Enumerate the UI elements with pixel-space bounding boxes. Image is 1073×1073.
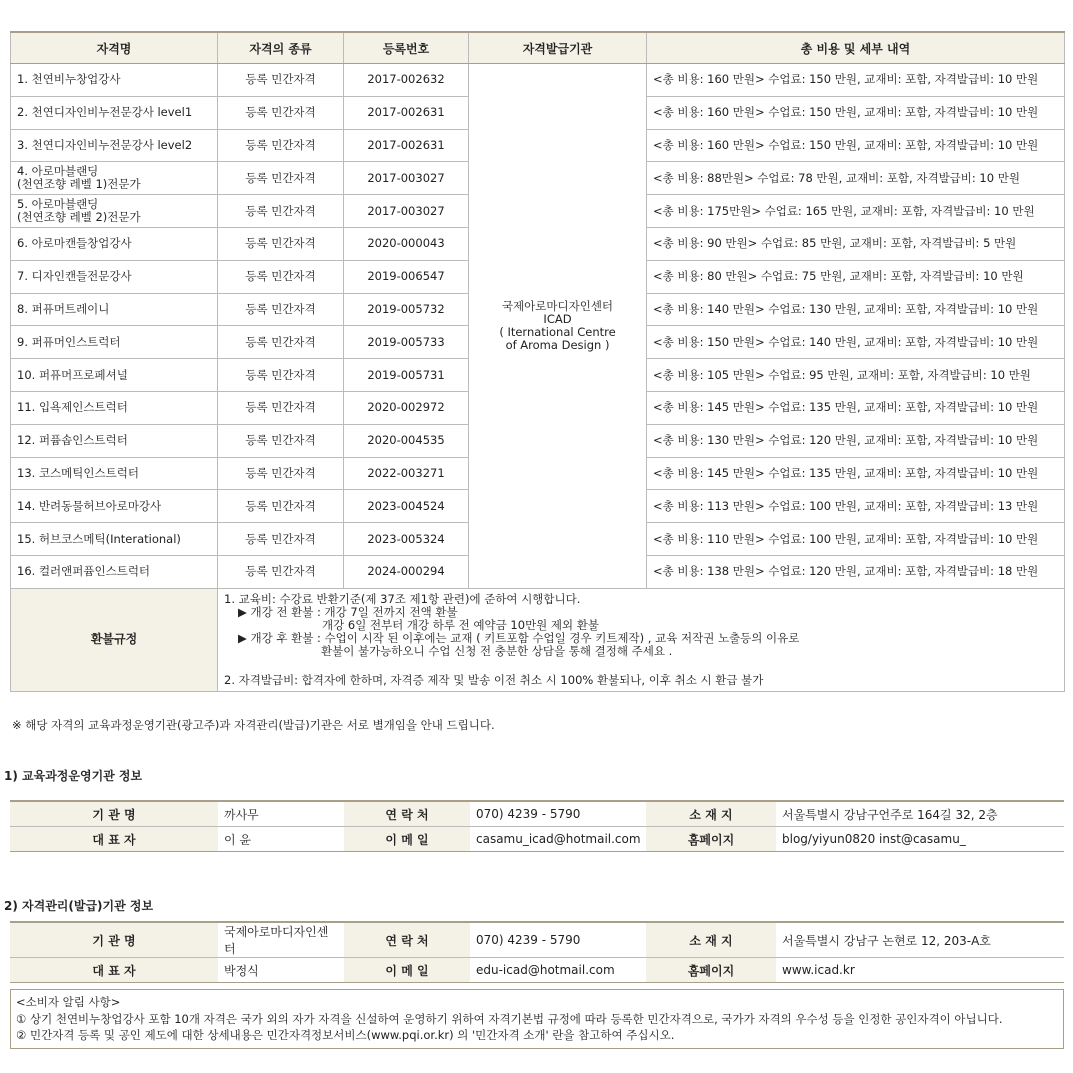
registration-number: 2023-004524 — [344, 490, 469, 523]
qualification-type: 등록 민간자격 — [218, 293, 344, 326]
edu-email-label: 이 메 일 — [344, 827, 470, 852]
header-name: 자격명 — [11, 32, 218, 64]
header-issuer: 자격발급기관 — [469, 32, 647, 64]
registration-number: 2017-002632 — [344, 64, 469, 97]
refund-line: 환불이 불가능하오니 수업 신청 전 충분한 상담을 통해 결정해 주세요 . — [321, 643, 673, 658]
qualification-table — [10, 31, 1065, 692]
registration-number: 2017-002631 — [344, 129, 469, 162]
edu-contact: 070) 4239 - 5790 — [470, 801, 646, 827]
registration-number: 2023-005324 — [344, 523, 469, 556]
issuer-line: 국제아로마디자인센터 — [501, 298, 614, 313]
qualification-name: 7. 디자인캔들전문강사 — [11, 260, 218, 293]
table-row — [11, 64, 1065, 97]
cert-contact-label: 연 락 처 — [344, 922, 470, 958]
edu-org-table — [10, 800, 1064, 852]
cert-org-table — [10, 921, 1064, 983]
edu-address: 서울특별시 강남구언주로 164길 32, 2층 — [776, 801, 1064, 827]
cert-email-label: 이 메 일 — [344, 958, 470, 983]
refund-row — [11, 588, 1065, 691]
qualification-type: 등록 민간자격 — [218, 424, 344, 457]
qualification-name: 5. 아로마블랜딩 (천연조향 레벨 2)전문가 — [11, 195, 218, 228]
cost-detail: <총 비용: 175만원> 수업료: 165 만원, 교재비: 포함, 자격발급비: 10 만원 — [647, 195, 1065, 228]
qualification-name: 16. 컬러앤퍼퓸인스트럭터 — [11, 555, 218, 588]
edu-name-label: 기 관 명 — [10, 801, 218, 827]
qualification-name: 4. 아로마블랜딩 (천연조향 레벨 1)전문가 — [11, 162, 218, 195]
cost-detail: <총 비용: 160 만원> 수업료: 150 만원, 교재비: 포함, 자격발급비: 10 만원 — [647, 129, 1065, 162]
registration-number: 2017-003027 — [344, 162, 469, 195]
edu-home: blog/yiyun0820 inst@casamu_ — [776, 827, 1064, 852]
cost-detail: <총 비용: 80 만원> 수업료: 75 만원, 교재비: 포함, 자격발급비: 10 만원 — [647, 260, 1065, 293]
header-type: 자격의 종류 — [218, 32, 344, 64]
qualification-type: 등록 민간자격 — [218, 96, 344, 129]
qualification-type: 등록 민간자격 — [218, 391, 344, 424]
refund-line: ▶ 개강 후 환불 : 수업이 시작 된 이후에는 교재 ( 키트포함 수업일 경우 키트제작) , 교육 저작권 노출등의 이유로 — [238, 630, 800, 645]
qualification-type: 등록 민간자격 — [218, 359, 344, 392]
registration-number: 2024-000294 — [344, 555, 469, 588]
refund-line: 1. 교육비: 수강료 반환기준(제 37조 제1항 관련)에 준하여 시행합니다. — [224, 591, 581, 606]
cost-detail: <총 비용: 110 만원> 수업료: 100 만원, 교재비: 포함, 자격발급비: 10 만원 — [647, 523, 1065, 556]
cert-rep-label: 대 표 자 — [10, 958, 218, 983]
qualification-name: 2. 천연디자인비누전문강사 level1 — [11, 96, 218, 129]
qualification-type: 등록 민간자격 — [218, 227, 344, 260]
cert-org-title: 2) 자격관리(발급)기관 정보 — [4, 899, 154, 913]
issuer-line: of Aroma Design ) — [505, 337, 610, 352]
registration-number: 2019-006547 — [344, 260, 469, 293]
edu-home-label: 홈페이지 — [646, 827, 776, 852]
consumer-line: ② 민간자격 등록 및 공인 제도에 대한 상세내용은 민간자격정보서비스(www.pqi.or.kr) 의 '민간자격 소개' 란을 참고하여 주십시오. — [16, 1028, 675, 1042]
qualification-type: 등록 민간자격 — [218, 457, 344, 490]
registration-number: 2019-005731 — [344, 359, 469, 392]
registration-number: 2017-003027 — [344, 195, 469, 228]
edu-name: 까사무 — [218, 801, 344, 827]
qualification-type: 등록 민간자격 — [218, 490, 344, 523]
registration-number: 2017-002631 — [344, 96, 469, 129]
qualification-name: 8. 퍼퓨머트레이니 — [11, 293, 218, 326]
cert-address: 서울특별시 강남구 논현로 12, 203-A호 — [776, 922, 1064, 958]
header-reg: 등록번호 — [344, 32, 469, 64]
notice-text: ※ 해당 자격의 교육과정운영기관(광고주)과 자격관리(발급)기관은 서로 별개임을 안내 드립니다. — [12, 718, 495, 732]
cert-home: www.icad.kr — [776, 958, 1064, 983]
qualification-name: 15. 허브코스메틱(Interational) — [11, 523, 218, 556]
qualification-name: 11. 입욕제인스트럭터 — [11, 391, 218, 424]
cert-address-label: 소 재 지 — [646, 922, 776, 958]
issuer-cell — [469, 64, 647, 589]
qualification-type: 등록 민간자격 — [218, 195, 344, 228]
registration-number: 2020-002972 — [344, 391, 469, 424]
qualification-name: 14. 반려동물허브아로마강사 — [11, 490, 218, 523]
edu-rep-label: 대 표 자 — [10, 827, 218, 852]
qualification-name: 6. 아로마캔들창업강사 — [11, 227, 218, 260]
table-header-row — [11, 32, 1065, 64]
refund-body — [218, 588, 1065, 691]
qualification-name: 10. 퍼퓨머프로페셔널 — [11, 359, 218, 392]
refund-line: ▶ 개강 전 환불 : 개강 7일 전까지 전액 환불 — [238, 604, 458, 619]
cost-detail: <총 비용: 138 만원> 수업료: 120 만원, 교재비: 포함, 자격발급비: 18 만원 — [647, 555, 1065, 588]
cost-detail: <총 비용: 105 만원> 수업료: 95 만원, 교재비: 포함, 자격발급비: 10 만원 — [647, 359, 1065, 392]
cert-email: edu-icad@hotmail.com — [470, 958, 646, 983]
consumer-title: <소비자 알림 사항> — [16, 995, 121, 1009]
edu-rep: 이 윤 — [218, 827, 344, 852]
issuer-line: ( Iternational Centre — [499, 324, 616, 339]
refund-line: 2. 자격발급비: 합격자에 한하며, 자격증 제작 및 발송 이전 취소 시 100% 환불되나, 이후 취소 시 환급 불가 — [224, 672, 764, 687]
header-cost: 총 비용 및 세부 내역 — [647, 32, 1065, 64]
qualification-type: 등록 민간자격 — [218, 555, 344, 588]
cost-detail: <총 비용: 160 만원> 수업료: 150 만원, 교재비: 포함, 자격발급비: 10 만원 — [647, 96, 1065, 129]
cost-detail: <총 비용: 88만원> 수업료: 78 만원, 교재비: 포함, 자격발급비: 10 만원 — [647, 162, 1065, 195]
cert-name-label: 기 관 명 — [10, 922, 218, 958]
qualification-name: 12. 퍼퓸솝인스트럭터 — [11, 424, 218, 457]
cost-detail: <총 비용: 130 만원> 수업료: 120 만원, 교재비: 포함, 자격발급비: 10 만원 — [647, 424, 1065, 457]
qualification-type: 등록 민간자격 — [218, 523, 344, 556]
qualification-name: 9. 퍼퓨머인스트럭터 — [11, 326, 218, 359]
qualification-name: 13. 코스메틱인스트럭터 — [11, 457, 218, 490]
registration-number: 2019-005733 — [344, 326, 469, 359]
consumer-notice — [10, 989, 1064, 1049]
cert-contact: 070) 4239 - 5790 — [470, 922, 646, 958]
cost-detail: <총 비용: 160 만원> 수업료: 150 만원, 교재비: 포함, 자격발급비: 10 만원 — [647, 64, 1065, 97]
edu-email: casamu_icad@hotmail.com — [470, 827, 646, 852]
cost-detail: <총 비용: 90 만원> 수업료: 85 만원, 교재비: 포함, 자격발급비: 5 만원 — [647, 227, 1065, 260]
qualification-name: 3. 천연디자인비누전문강사 level2 — [11, 129, 218, 162]
registration-number: 2020-000043 — [344, 227, 469, 260]
qualification-type: 등록 민간자격 — [218, 129, 344, 162]
issuer-line: ICAD — [543, 311, 572, 326]
qualification-type: 등록 민간자격 — [218, 260, 344, 293]
edu-org-title: 1) 교육과정운영기관 정보 — [4, 769, 143, 783]
cost-detail: <총 비용: 145 만원> 수업료: 135 만원, 교재비: 포함, 자격발급비: 10 만원 — [647, 391, 1065, 424]
refund-label: 환불규정 — [11, 588, 218, 691]
cert-rep: 박정식 — [218, 958, 344, 983]
cost-detail: <총 비용: 150 만원> 수업료: 140 만원, 교재비: 포함, 자격발급비: 10 만원 — [647, 326, 1065, 359]
cost-detail: <총 비용: 145 만원> 수업료: 135 만원, 교재비: 포함, 자격발급비: 10 만원 — [647, 457, 1065, 490]
edu-address-label: 소 재 지 — [646, 801, 776, 827]
refund-line: 개강 6일 전부터 개강 하루 전 예약금 10만원 제외 환불 — [322, 617, 600, 632]
cert-home-label: 홈페이지 — [646, 958, 776, 983]
qualification-type: 등록 민간자격 — [218, 64, 344, 97]
cost-detail: <총 비용: 140 만원> 수업료: 130 만원, 교재비: 포함, 자격발급비: 10 만원 — [647, 293, 1065, 326]
qualification-name: 1. 천연비누창업강사 — [11, 64, 218, 97]
consumer-line: ① 상기 천연비누창업강사 포함 10개 자격은 국가 외의 자가 자격을 신설하여 운영하기 위하여 자격기본법 규정에 따라 등록한 민간자격으로, 국가가 자격의 우수성 등을 인정한 공인자격이 아닙니다. — [16, 1011, 1003, 1026]
qualification-type: 등록 민간자격 — [218, 162, 344, 195]
registration-number: 2020-004535 — [344, 424, 469, 457]
registration-number: 2022-003271 — [344, 457, 469, 490]
edu-contact-label: 연 락 처 — [344, 801, 470, 827]
cost-detail: <총 비용: 113 만원> 수업료: 100 만원, 교재비: 포함, 자격발급비: 13 만원 — [647, 490, 1065, 523]
cert-name: 국제아로마디자인센터 — [218, 922, 344, 958]
registration-number: 2019-005732 — [344, 293, 469, 326]
qualification-type: 등록 민간자격 — [218, 326, 344, 359]
